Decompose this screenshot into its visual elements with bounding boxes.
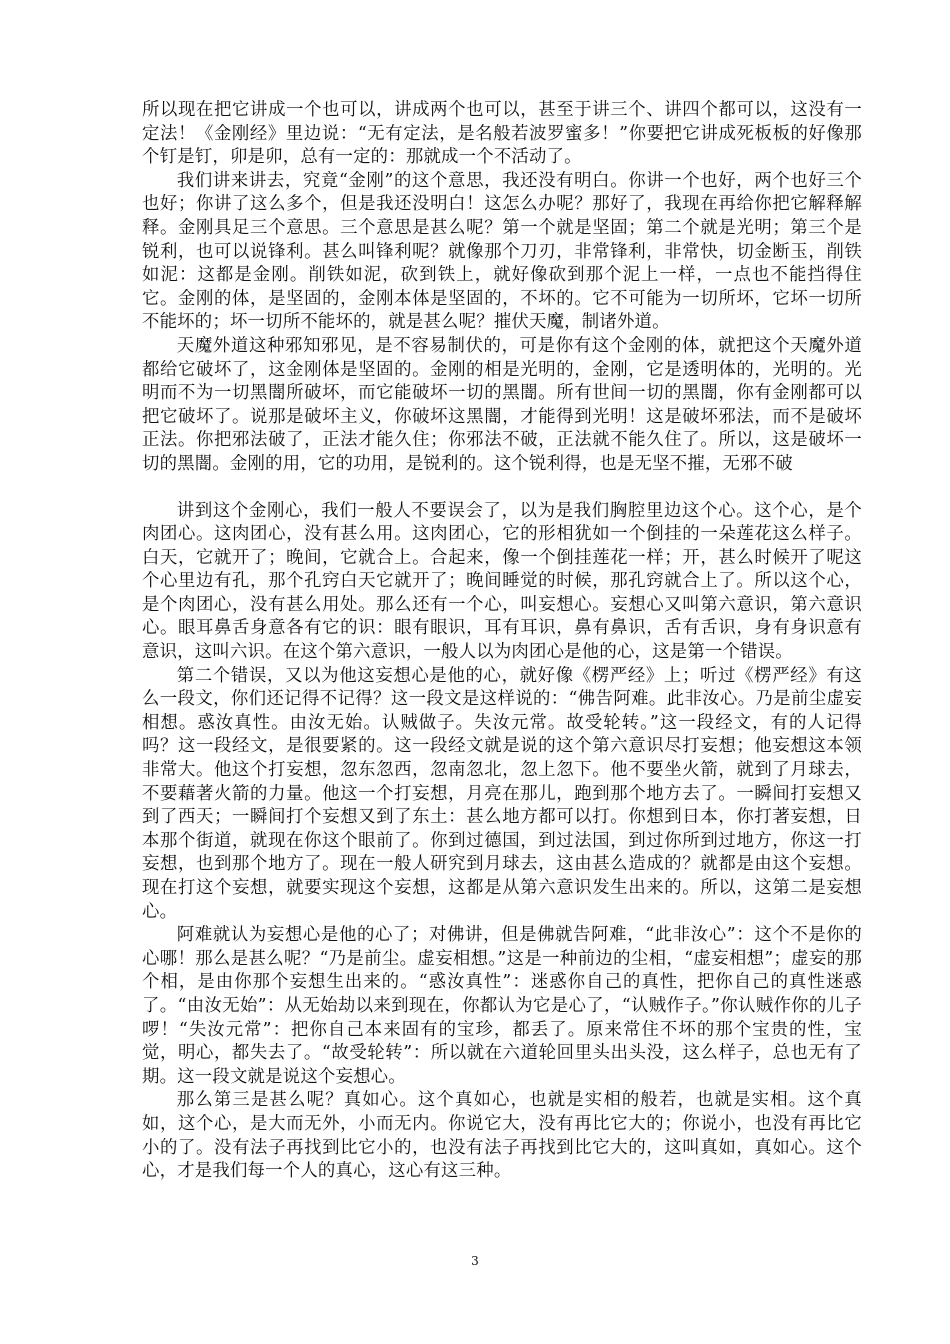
paragraph: 讲到这个金刚心，我们一般人不要误会了，以为是我们胸腔里边这个心。这个心，是个肉团心。这肉团心，没有甚么用。这肉团心，它的形相犹如一个倒挂的一朵莲花这么样子。白天，它就开了；晚间，它就合上。合起来，像一个倒挂莲花一样；开，甚么时候开了呢这个心里边有孔，那个孔窍白天它就开了；晚间睡觉的时候，那孔窍就合上了。所以这个心，是个肉团心，没有甚么用处。那么还有一个心，叫妄想心。妄想心又叫第六意识，第六意识心。眼耳鼻舌身意各有它的识：眼有眼识，耳有耳识，鼻有鼻识，舌有舌识，身有身识意有意识，这叫六识。在这个第六意识，一般人以为肉团心是他的心，这是第一个错误。 bbox=[142, 500, 862, 663]
paragraph: 所以现在把它讲成一个也可以，讲成两个也可以，甚至于讲三个、讲四个都可以，这没有一定法！《金刚经》里边说：“无有定法，是名般若波罗蜜多！”你要把它讲成死板板的好像那个钉是钉，卯是卯，总有一定的：那就成一个不活动了。 bbox=[142, 100, 862, 168]
paragraph: 天魔外道这种邪知邪见，是不容易制伏的，可是你有这个金刚的体，就把这个天魔外道都给它破坏了，这金刚体是坚固的。金刚的相是光明的，金刚，它是透明体的，光明的。光明而不为一切黑闇所破坏，而它能破坏一切的黑闇。所有世间一切的黑闇，你有金刚都可以把它破坏了。说那是破坏主义，你破坏这黑闇，才能得到光明！这是破坏邪法，而不是破坏正法。你把邪法破了，正法才能久住；你邪法不破，正法就不能久住了。所以，这是破坏一切的黑闇。金刚的用，它的功用，是锐利的。这个锐利得，也是无坚不摧，无邪不破 bbox=[142, 335, 862, 474]
paragraph: 我们讲来讲去，究竟“金刚”的这个意思，我还没有明白。你讲一个也好，两个也好三个也好；你讲了这么多个，但是我还没明白！这怎么办呢？那好了，我现在再给你把它解释解释。金刚具足三个意思。三个意思是甚么呢？第一个就是坚固；第二个就是光明；第三个是锐利，也可以说锋利。甚么叫锋利呢？就像那个刀刃，非常锋利，非常快，切金断玉，削铁如泥：这都是金刚。削铁如泥，砍到铁上，就好像砍到那个泥上一样，一点也不能挡得住它。金刚的体，是坚固的，金刚本体是坚固的，不坏的。它不可能为一切所坏，它坏一切所不能坏的；坏一切所不能坏的，就是甚么呢？摧伏天魔，制诸外道。 bbox=[142, 170, 862, 333]
paragraph: 那么第三是甚么呢？真如心。这个真如心，也就是实相的般若，也就是实相。这个真如，这个心，是大而无外，小而无内。你说它大，没有再比它大的；你说小，也没有再比它小的了。没有法子再找到比它小的，也没有法子再找到比它大的，这叫真如，真如心。这个心，才是我们每一个人的真心，这心有这三种。 bbox=[142, 1090, 862, 1182]
page-number: 3 bbox=[471, 1254, 479, 1268]
document-body bbox=[142, 99, 862, 1184]
paragraph-gap bbox=[142, 477, 862, 500]
paragraph: 第二个错误，又以为他这妄想心是他的心，就好像《楞严经》上；听过《楞严经》有这么一段文，你们还记得不记得？这一段文是这样说的：“佛告阿难。此非汝心。乃是前尘虚妄相想。惑汝真性。由汝无始。认贼做子。失汝元常。故受轮转。”这一段经文，有的人记得吗？这一段经文，是很要紧的。这一段经文就是说的这个第六意识尽打妄想；他妄想这本领非常大。他这个打妄想，忽东忽西，忽南忽北，忽上忽下。他不要坐火箭，就到了月球去，不要藉著火箭的力量。他这一个打妄想，月亮在那儿，跑到那个地方去了。一瞬间打妄想又到了西天；一瞬间打个妄想又到了东土：甚么地方都可以打。你想到日本，你打著妄想，日本那个街道，就现在你这个眼前了。你到过德国，到过法国，到过你所到过地方，你这一打妄想，也到那个地方了。现在一般人研究到月球去，这由甚么造成的？就都是由这个妄想。现在打这个妄想，就要实现这个妄想，这都是从第六意识发生出来的。所以，这第二是妄想心。 bbox=[142, 665, 862, 922]
paragraph: 阿难就认为妄想心是他的心了；对佛讲，但是佛就告阿难，“此非汝心”：这个不是你的心哪！那么是甚么呢？“乃是前尘。虚妄相想。”这是一种前边的尘相，“虚妄相想”；虚妄的那个相，是由你那个妄想生出来的。“惑汝真性”：迷惑你自己的真性，把你自己的真性迷惑了。“由汝无始”：从无始劫以来到现在，你都认为它是心了，“认贼作子。”你认贼作你的儿子啰！“失汝元常”：把你自己本来固有的宝珍，都丢了。原来常住不坏的那个宝贵的性，宝觉，明心，都失去了。“故受轮转”：所以就在六道轮回里头出头没，这么样子，总也无有了期。这一段文就是说这个妄想心。 bbox=[142, 925, 862, 1087]
